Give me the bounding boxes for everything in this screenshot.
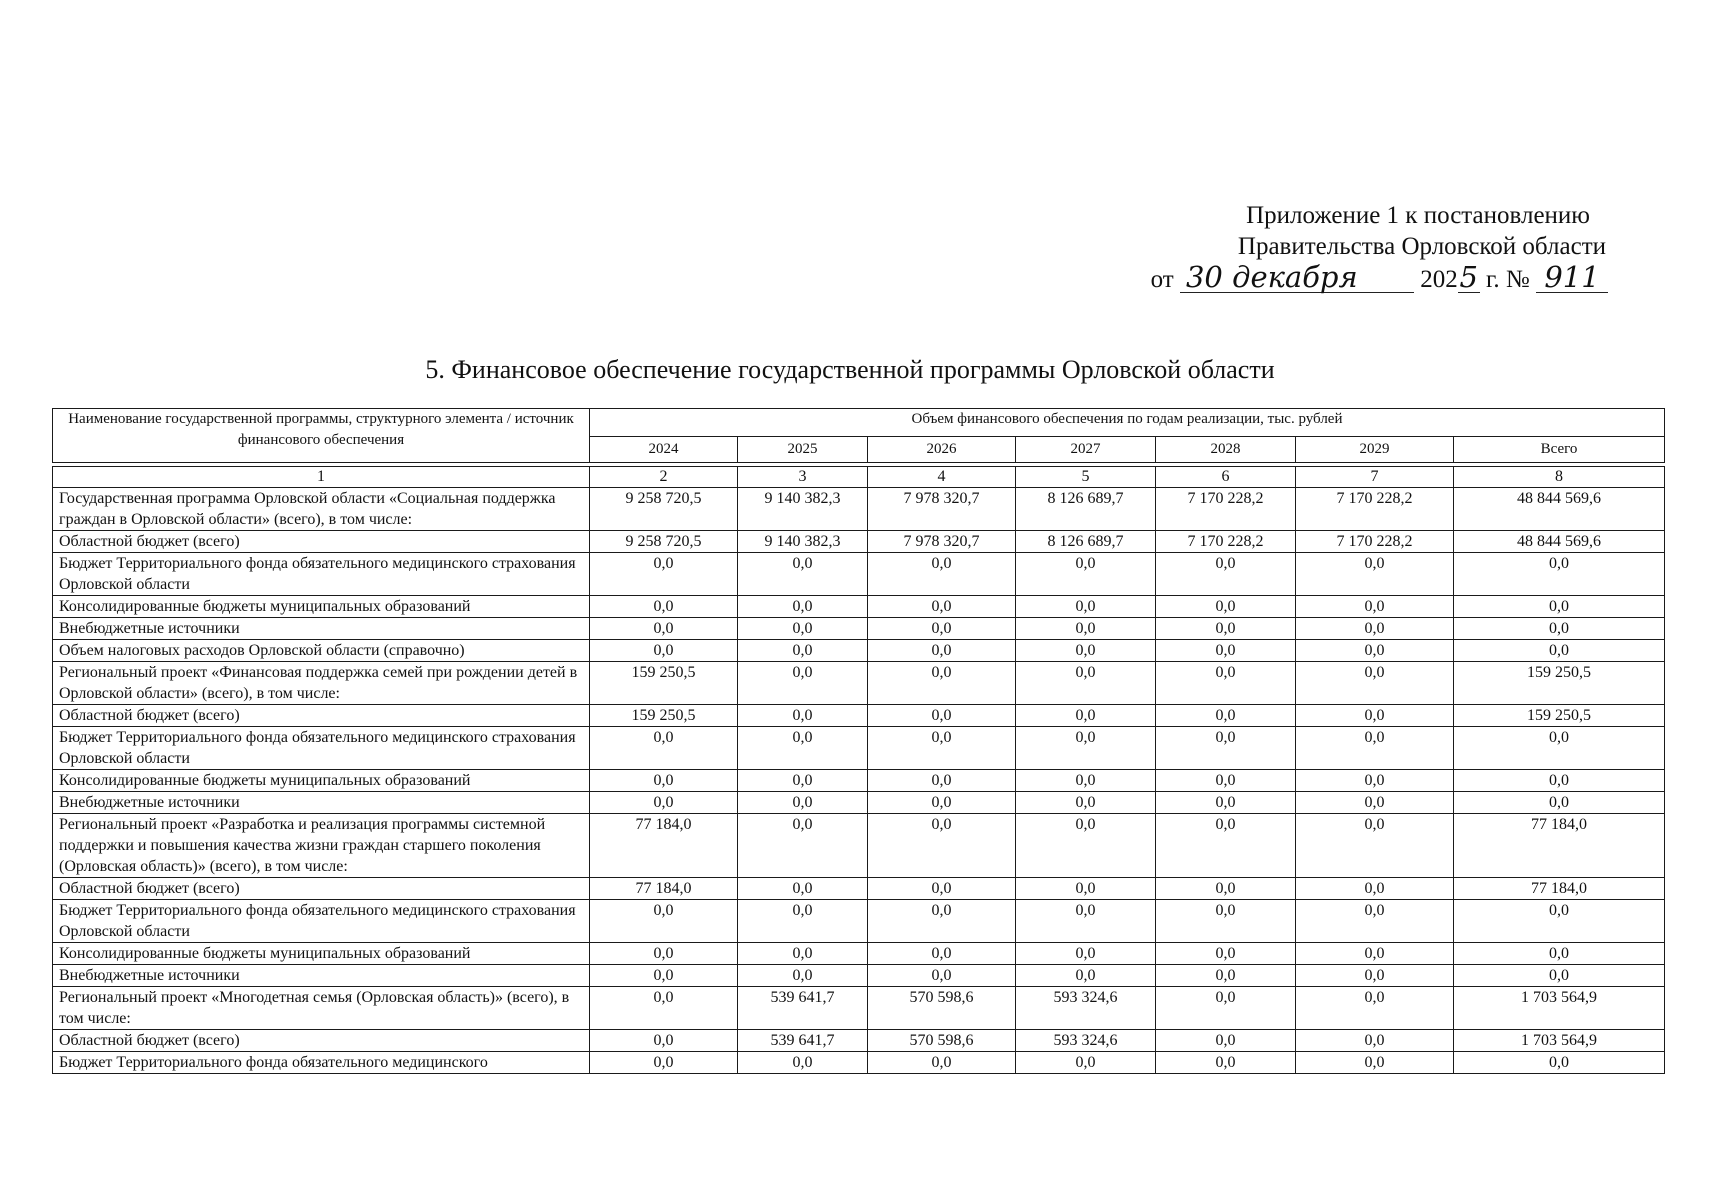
- row-value: 0,0: [868, 596, 1016, 618]
- row-value: 77 184,0: [1454, 878, 1665, 900]
- row-value: 0,0: [590, 1052, 738, 1074]
- row-value: 8 126 689,7: [1016, 531, 1156, 553]
- table-row: [53, 878, 1665, 900]
- annex-header: [1088, 200, 1608, 295]
- row-value: 0,0: [1156, 943, 1296, 965]
- row-value: 0,0: [1156, 1030, 1296, 1052]
- row-value: 0,0: [1156, 705, 1296, 727]
- annex-line-1: Приложение 1 к постановлению: [1246, 202, 1590, 229]
- table-row: [53, 1030, 1665, 1052]
- header-year: Всего: [1454, 437, 1665, 463]
- document-title: 5. Финансовое обеспечение государственной программы Орловской области: [425, 355, 1275, 384]
- row-value: 0,0: [1156, 900, 1296, 943]
- row-value: 0,0: [1454, 640, 1665, 662]
- row-value: 7 170 228,2: [1156, 531, 1296, 553]
- row-value: 0,0: [738, 965, 868, 987]
- row-name: Внебюджетные источники: [53, 965, 590, 987]
- row-value: 48 844 569,6: [1454, 488, 1665, 531]
- table-row: [53, 965, 1665, 987]
- row-value: 0,0: [1454, 792, 1665, 814]
- row-value: 0,0: [1016, 814, 1156, 878]
- row-value: 0,0: [590, 943, 738, 965]
- column-number-row: [53, 467, 1665, 488]
- row-value: 539 641,7: [738, 1030, 868, 1052]
- row-value: 0,0: [738, 705, 868, 727]
- row-value: 77 184,0: [1454, 814, 1665, 878]
- table-row: [53, 727, 1665, 770]
- row-value: 1 703 564,9: [1454, 987, 1665, 1030]
- row-value: 0,0: [738, 792, 868, 814]
- header-name-column: Наименование государственной программы, структурного элемента / источник финансового обеспечения: [53, 409, 590, 463]
- header-year: 2028: [1156, 437, 1296, 463]
- row-value: 0,0: [868, 814, 1016, 878]
- row-value: 0,0: [868, 662, 1016, 705]
- header-year: 2025: [738, 437, 868, 463]
- column-number: 2: [590, 467, 738, 488]
- row-value: 0,0: [1156, 662, 1296, 705]
- row-value: 0,0: [1156, 814, 1296, 878]
- table-row: [53, 987, 1665, 1030]
- row-value: 0,0: [1296, 727, 1454, 770]
- column-number: 5: [1016, 467, 1156, 488]
- row-value: 0,0: [590, 770, 738, 792]
- row-value: 0,0: [1296, 965, 1454, 987]
- row-value: 0,0: [1016, 618, 1156, 640]
- table-row: [53, 618, 1665, 640]
- row-value: 7 170 228,2: [1296, 531, 1454, 553]
- row-value: 0,0: [1296, 987, 1454, 1030]
- row-value: 0,0: [1296, 770, 1454, 792]
- header-financing-group: Объем финансового обеспечения по годам реализации, тыс. рублей: [590, 409, 1665, 437]
- row-value: 0,0: [738, 878, 868, 900]
- row-value: 0,0: [1016, 662, 1156, 705]
- row-value: 539 641,7: [738, 987, 868, 1030]
- row-value: 0,0: [1454, 900, 1665, 943]
- annex-year-prefix: 202: [1420, 266, 1458, 293]
- row-value: 0,0: [868, 705, 1016, 727]
- row-name: Внебюджетные источники: [53, 792, 590, 814]
- table-row: [53, 1052, 1665, 1074]
- row-value: 570 598,6: [868, 987, 1016, 1030]
- row-value: 0,0: [1454, 943, 1665, 965]
- row-value: 0,0: [1156, 1052, 1296, 1074]
- column-number: 7: [1296, 467, 1454, 488]
- row-name: Консолидированные бюджеты муниципальных образований: [53, 943, 590, 965]
- row-value: 0,0: [1156, 792, 1296, 814]
- row-name: Областной бюджет (всего): [53, 878, 590, 900]
- row-value: 7 170 228,2: [1296, 488, 1454, 531]
- row-value: 0,0: [1016, 553, 1156, 596]
- row-value: 0,0: [590, 1030, 738, 1052]
- table-row: [53, 662, 1665, 705]
- table-row: [53, 943, 1665, 965]
- row-value: 9 258 720,5: [590, 488, 738, 531]
- row-value: 0,0: [1296, 662, 1454, 705]
- table-row: [53, 792, 1665, 814]
- row-name: Объем налоговых расходов Орловской области (справочно): [53, 640, 590, 662]
- column-number: 3: [738, 467, 868, 488]
- row-value: 0,0: [1296, 1052, 1454, 1074]
- handwritten-year-digit: 5: [1459, 260, 1478, 294]
- row-value: 0,0: [868, 965, 1016, 987]
- table-row: [53, 814, 1665, 878]
- row-value: 0,0: [1016, 770, 1156, 792]
- row-value: 0,0: [868, 770, 1016, 792]
- row-value: 0,0: [1296, 943, 1454, 965]
- header-year: 2024: [590, 437, 738, 463]
- row-value: 0,0: [1016, 1052, 1156, 1074]
- row-value: 0,0: [1296, 900, 1454, 943]
- row-name: Областной бюджет (всего): [53, 531, 590, 553]
- column-number: 4: [868, 467, 1016, 488]
- row-value: 0,0: [1156, 965, 1296, 987]
- table-row: [53, 900, 1665, 943]
- row-value: 0,0: [1454, 596, 1665, 618]
- row-name: Бюджет Территориального фонда обязательного медицинского страхования Орловской области: [53, 727, 590, 770]
- row-value: 0,0: [1296, 553, 1454, 596]
- row-value: 0,0: [1016, 900, 1156, 943]
- row-value: 0,0: [1156, 727, 1296, 770]
- row-name: Внебюджетные источники: [53, 618, 590, 640]
- row-value: 0,0: [1156, 596, 1296, 618]
- row-name: Региональный проект «Многодетная семья (Орловская область)» (всего), в том числе:: [53, 987, 590, 1030]
- row-value: 0,0: [738, 900, 868, 943]
- row-value: 0,0: [1454, 1052, 1665, 1074]
- row-name: Областной бюджет (всего): [53, 705, 590, 727]
- row-value: 0,0: [1016, 596, 1156, 618]
- annex-year-suffix: г. №: [1485, 266, 1530, 293]
- row-value: 0,0: [738, 553, 868, 596]
- row-value: 0,0: [1156, 553, 1296, 596]
- row-value: 0,0: [738, 727, 868, 770]
- row-value: 0,0: [1016, 640, 1156, 662]
- row-value: 0,0: [1454, 727, 1665, 770]
- row-value: 0,0: [738, 640, 868, 662]
- row-value: 9 140 382,3: [738, 531, 868, 553]
- row-value: 7 978 320,7: [868, 488, 1016, 531]
- row-value: 0,0: [868, 640, 1016, 662]
- table-row: [53, 488, 1665, 531]
- row-value: 0,0: [590, 965, 738, 987]
- row-value: 0,0: [738, 770, 868, 792]
- row-name: Бюджет Территориального фонда обязательного медицинского страхования Орловской области: [53, 900, 590, 943]
- row-value: 0,0: [738, 596, 868, 618]
- table-row: [53, 705, 1665, 727]
- row-value: 0,0: [868, 943, 1016, 965]
- row-value: 77 184,0: [590, 878, 738, 900]
- row-name: Бюджет Территориального фонда обязательного медицинского страхования Орловской области: [53, 553, 590, 596]
- row-value: 0,0: [590, 596, 738, 618]
- row-name: Консолидированные бюджеты муниципальных образований: [53, 596, 590, 618]
- row-name: Региональный проект «Финансовая поддержка семей при рождении детей в Орловской области» (всего), в том числе:: [53, 662, 590, 705]
- financing-table: [52, 408, 1665, 1074]
- row-value: 570 598,6: [868, 1030, 1016, 1052]
- row-value: 0,0: [738, 618, 868, 640]
- row-value: 0,0: [868, 727, 1016, 770]
- row-value: 0,0: [1454, 965, 1665, 987]
- row-value: 0,0: [738, 814, 868, 878]
- row-name: Областной бюджет (всего): [53, 1030, 590, 1052]
- row-value: 0,0: [590, 727, 738, 770]
- table-row: [53, 770, 1665, 792]
- row-value: 0,0: [1016, 943, 1156, 965]
- row-value: 0,0: [1016, 705, 1156, 727]
- annex-line-2: Правительства Орловской области: [1237, 233, 1606, 260]
- column-number: 1: [53, 467, 590, 488]
- row-name: Бюджет Территориального фонда обязательного медицинского: [53, 1052, 590, 1074]
- table-row: [53, 553, 1665, 596]
- row-value: 0,0: [868, 900, 1016, 943]
- table-row: [53, 596, 1665, 618]
- row-value: 0,0: [1016, 727, 1156, 770]
- row-value: 0,0: [1296, 814, 1454, 878]
- row-value: 0,0: [1296, 792, 1454, 814]
- header-year: 2027: [1016, 437, 1156, 463]
- row-value: 0,0: [1454, 553, 1665, 596]
- row-value: 48 844 569,6: [1454, 531, 1665, 553]
- row-name: Консолидированные бюджеты муниципальных образований: [53, 770, 590, 792]
- row-value: 77 184,0: [590, 814, 738, 878]
- row-value: 0,0: [868, 1052, 1016, 1074]
- row-value: 0,0: [590, 987, 738, 1030]
- row-value: 0,0: [868, 792, 1016, 814]
- row-name: Региональный проект «Разработка и реализация программы системной поддержки и повышения качества жизни граждан старшего поколения (Орловская область)» (всего), в том числе:: [53, 814, 590, 878]
- row-value: 0,0: [738, 662, 868, 705]
- row-value: 159 250,5: [1454, 662, 1665, 705]
- row-value: 0,0: [868, 878, 1016, 900]
- row-value: 0,0: [1156, 987, 1296, 1030]
- row-value: 0,0: [1296, 878, 1454, 900]
- row-value: 0,0: [1156, 770, 1296, 792]
- row-value: 0,0: [738, 943, 868, 965]
- row-value: 159 250,5: [590, 705, 738, 727]
- header-year: 2029: [1296, 437, 1454, 463]
- row-value: 0,0: [1454, 770, 1665, 792]
- row-value: 0,0: [868, 618, 1016, 640]
- row-value: 7 170 228,2: [1156, 488, 1296, 531]
- row-value: 0,0: [1296, 596, 1454, 618]
- row-value: 0,0: [868, 553, 1016, 596]
- table-row: [53, 640, 1665, 662]
- row-value: 7 978 320,7: [868, 531, 1016, 553]
- row-value: 0,0: [1156, 640, 1296, 662]
- column-number: 6: [1156, 467, 1296, 488]
- row-value: 0,0: [1296, 640, 1454, 662]
- row-value: 0,0: [1016, 792, 1156, 814]
- row-value: 593 324,6: [1016, 1030, 1156, 1052]
- row-value: 0,0: [590, 900, 738, 943]
- row-value: 0,0: [590, 792, 738, 814]
- row-value: 8 126 689,7: [1016, 488, 1156, 531]
- row-value: 0,0: [1016, 878, 1156, 900]
- row-value: 593 324,6: [1016, 987, 1156, 1030]
- row-value: 0,0: [1454, 618, 1665, 640]
- row-value: 9 258 720,5: [590, 531, 738, 553]
- row-value: 0,0: [738, 1052, 868, 1074]
- row-value: 159 250,5: [590, 662, 738, 705]
- row-value: 0,0: [1156, 618, 1296, 640]
- row-value: 159 250,5: [1454, 705, 1665, 727]
- row-value: 0,0: [1156, 878, 1296, 900]
- row-value: 0,0: [1296, 1030, 1454, 1052]
- annex-date-line: [1088, 262, 1608, 295]
- row-value: 0,0: [1296, 705, 1454, 727]
- row-value: 0,0: [590, 640, 738, 662]
- annex-ot: от: [1150, 266, 1174, 293]
- row-value: 9 140 382,3: [738, 488, 868, 531]
- table-row: [53, 531, 1665, 553]
- column-number: 8: [1454, 467, 1665, 488]
- row-name: Государственная программа Орловской области «Социальная поддержка граждан в Орловской области» (всего), в том числе:: [53, 488, 590, 531]
- handwritten-number: 911: [1536, 262, 1608, 293]
- row-value: 1 703 564,9: [1454, 1030, 1665, 1052]
- row-value: 0,0: [590, 553, 738, 596]
- row-value: 0,0: [1016, 965, 1156, 987]
- handwritten-date: 30 декабря: [1180, 262, 1414, 293]
- row-value: 0,0: [1296, 618, 1454, 640]
- row-value: 0,0: [590, 618, 738, 640]
- header-year: 2026: [868, 437, 1016, 463]
